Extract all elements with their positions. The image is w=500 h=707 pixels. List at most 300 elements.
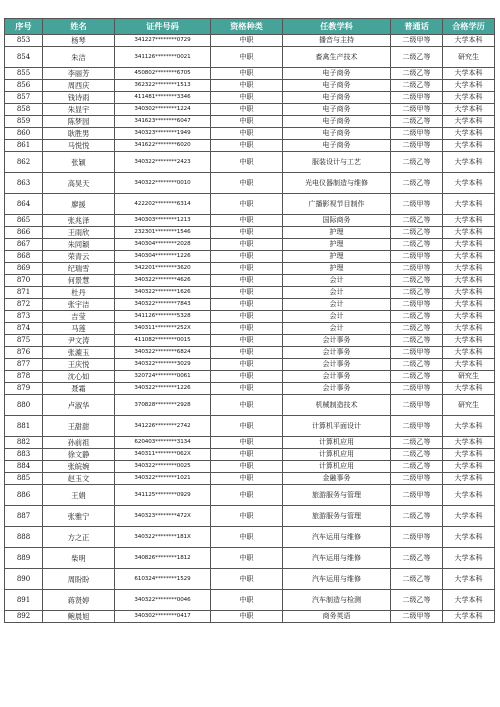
cell-mandarin-level: 二级乙等 bbox=[391, 359, 443, 371]
cell-id-number: 362322********1513 bbox=[115, 80, 211, 92]
cell-mandarin-level: 二级乙等 bbox=[391, 287, 443, 299]
cell-education: 大学本科 bbox=[443, 449, 495, 461]
cell-name: 周西庆 bbox=[43, 80, 115, 92]
cell-subject: 电子商务 bbox=[283, 140, 391, 152]
cell-subject: 护理 bbox=[283, 251, 391, 263]
cell-name: 高昊天 bbox=[43, 173, 115, 194]
cell-id-number: 340304********1226 bbox=[115, 251, 211, 263]
cell-name: 王娟 bbox=[43, 485, 115, 506]
cell-education: 大学本科 bbox=[443, 383, 495, 395]
table-row bbox=[5, 140, 495, 152]
cell-qualification-type: 中职 bbox=[211, 323, 283, 335]
cell-name: 鲍晨旭 bbox=[43, 611, 115, 623]
cell-name: 吉莹 bbox=[43, 311, 115, 323]
cell-education: 研究生 bbox=[443, 395, 495, 416]
cell-subject: 国际商务 bbox=[283, 215, 391, 227]
cell-qualification-type: 中职 bbox=[211, 485, 283, 506]
table-row bbox=[5, 485, 495, 506]
cell-mandarin-level: 二级乙等 bbox=[391, 461, 443, 473]
cell-education: 大学本科 bbox=[443, 347, 495, 359]
cell-name: 沈心如 bbox=[43, 371, 115, 383]
cell-subject: 汽车运用与维修 bbox=[283, 548, 391, 569]
table-row bbox=[5, 437, 495, 449]
header-mandarin-level: 普通话 bbox=[391, 19, 443, 35]
cell-id-number: 340304********2028 bbox=[115, 239, 211, 251]
cell-mandarin-level: 二级乙等 bbox=[391, 215, 443, 227]
table-row bbox=[5, 152, 495, 173]
qualification-list-sheet bbox=[4, 18, 494, 623]
cell-qualification-type: 中职 bbox=[211, 473, 283, 485]
cell-subject: 旅游服务与管理 bbox=[283, 506, 391, 527]
cell-serial: 877 bbox=[5, 359, 43, 371]
table-row bbox=[5, 461, 495, 473]
cell-id-number: 341622********6020 bbox=[115, 140, 211, 152]
cell-name: 廖援 bbox=[43, 194, 115, 215]
cell-serial: 859 bbox=[5, 116, 43, 128]
cell-serial: 889 bbox=[5, 548, 43, 569]
cell-id-number: 341226********2742 bbox=[115, 416, 211, 437]
cell-id-number: 340302********1224 bbox=[115, 104, 211, 116]
cell-education: 大学本科 bbox=[443, 335, 495, 347]
cell-name: 尹文涛 bbox=[43, 335, 115, 347]
cell-education: 大学本科 bbox=[443, 92, 495, 104]
cell-education: 大学本科 bbox=[443, 116, 495, 128]
cell-id-number: 610324********1529 bbox=[115, 569, 211, 590]
cell-subject: 电子商务 bbox=[283, 80, 391, 92]
cell-name: 荣青云 bbox=[43, 251, 115, 263]
cell-mandarin-level: 二级甲等 bbox=[391, 35, 443, 47]
cell-education: 大学本科 bbox=[443, 590, 495, 611]
cell-education: 大学本科 bbox=[443, 359, 495, 371]
cell-mandarin-level: 二级乙等 bbox=[391, 275, 443, 287]
cell-serial: 883 bbox=[5, 449, 43, 461]
cell-subject: 会计 bbox=[283, 275, 391, 287]
cell-name: 卢淑华 bbox=[43, 395, 115, 416]
cell-serial: 872 bbox=[5, 299, 43, 311]
cell-subject: 畜禽生产技术 bbox=[283, 47, 391, 68]
table-row bbox=[5, 287, 495, 299]
cell-name: 朱同颖 bbox=[43, 239, 115, 251]
cell-name: 纪瑞雪 bbox=[43, 263, 115, 275]
table-row bbox=[5, 173, 495, 194]
cell-id-number: 620403********3134 bbox=[115, 437, 211, 449]
cell-qualification-type: 中职 bbox=[211, 506, 283, 527]
cell-education: 大学本科 bbox=[443, 323, 495, 335]
cell-subject: 电子商务 bbox=[283, 68, 391, 80]
cell-id-number: 340322********1626 bbox=[115, 287, 211, 299]
cell-mandarin-level: 二级甲等 bbox=[391, 263, 443, 275]
cell-qualification-type: 中职 bbox=[211, 47, 283, 68]
table-row bbox=[5, 47, 495, 68]
table-row bbox=[5, 527, 495, 548]
cell-qualification-type: 中职 bbox=[211, 371, 283, 383]
cell-id-number: 341126********0021 bbox=[115, 47, 211, 68]
cell-serial: 874 bbox=[5, 323, 43, 335]
cell-name: 朱显宇 bbox=[43, 104, 115, 116]
cell-mandarin-level: 二级乙等 bbox=[391, 311, 443, 323]
cell-serial: 882 bbox=[5, 437, 43, 449]
cell-mandarin-level: 二级甲等 bbox=[391, 128, 443, 140]
cell-qualification-type: 中职 bbox=[211, 569, 283, 590]
cell-mandarin-level: 二级乙等 bbox=[391, 68, 443, 80]
cell-subject: 播音与主持 bbox=[283, 35, 391, 47]
cell-name: 张兆泽 bbox=[43, 215, 115, 227]
cell-name: 柴明 bbox=[43, 548, 115, 569]
cell-education: 大学本科 bbox=[443, 437, 495, 449]
cell-id-number: 340322********181X bbox=[115, 527, 211, 548]
cell-education: 大学本科 bbox=[443, 80, 495, 92]
cell-name: 方之正 bbox=[43, 527, 115, 548]
cell-subject: 会计 bbox=[283, 287, 391, 299]
cell-id-number: 340322********1226 bbox=[115, 383, 211, 395]
table-row bbox=[5, 473, 495, 485]
cell-name: 杨琴 bbox=[43, 35, 115, 47]
cell-subject: 会计事务 bbox=[283, 371, 391, 383]
cell-qualification-type: 中职 bbox=[211, 251, 283, 263]
cell-qualification-type: 中职 bbox=[211, 383, 283, 395]
cell-mandarin-level: 二级甲等 bbox=[391, 92, 443, 104]
table-row bbox=[5, 371, 495, 383]
cell-name: 周盼盼 bbox=[43, 569, 115, 590]
cell-qualification-type: 中职 bbox=[211, 35, 283, 47]
header-id-number: 证件号码 bbox=[115, 19, 211, 35]
table-row bbox=[5, 335, 495, 347]
cell-education: 大学本科 bbox=[443, 227, 495, 239]
cell-mandarin-level: 二级乙等 bbox=[391, 506, 443, 527]
cell-name: 聂霜 bbox=[43, 383, 115, 395]
cell-qualification-type: 中职 bbox=[211, 239, 283, 251]
cell-qualification-type: 中职 bbox=[211, 527, 283, 548]
cell-serial: 853 bbox=[5, 35, 43, 47]
cell-id-number: 450802********6705 bbox=[115, 68, 211, 80]
cell-serial: 878 bbox=[5, 371, 43, 383]
cell-subject: 会计 bbox=[283, 311, 391, 323]
cell-serial: 876 bbox=[5, 347, 43, 359]
table-row bbox=[5, 80, 495, 92]
table-row bbox=[5, 104, 495, 116]
cell-subject: 护理 bbox=[283, 239, 391, 251]
cell-qualification-type: 中职 bbox=[211, 287, 283, 299]
cell-subject: 会计事务 bbox=[283, 347, 391, 359]
cell-serial: 875 bbox=[5, 335, 43, 347]
cell-name: 杜丹 bbox=[43, 287, 115, 299]
cell-qualification-type: 中职 bbox=[211, 548, 283, 569]
cell-id-number: 340322********6824 bbox=[115, 347, 211, 359]
table-row bbox=[5, 116, 495, 128]
cell-mandarin-level: 二级乙等 bbox=[391, 569, 443, 590]
header-subject: 任教学科 bbox=[283, 19, 391, 35]
cell-education: 大学本科 bbox=[443, 35, 495, 47]
cell-id-number: 320724********0061 bbox=[115, 371, 211, 383]
cell-serial: 891 bbox=[5, 590, 43, 611]
cell-subject: 电子商务 bbox=[283, 116, 391, 128]
cell-mandarin-level: 二级乙等 bbox=[391, 323, 443, 335]
table-row bbox=[5, 416, 495, 437]
cell-serial: 869 bbox=[5, 263, 43, 275]
cell-subject: 光电仪器制造与维修 bbox=[283, 173, 391, 194]
cell-education: 大学本科 bbox=[443, 461, 495, 473]
cell-id-number: 340311********062X bbox=[115, 449, 211, 461]
table-row bbox=[5, 359, 495, 371]
table-row bbox=[5, 347, 495, 359]
table-row bbox=[5, 239, 495, 251]
cell-mandarin-level: 二级乙等 bbox=[391, 548, 443, 569]
table-row bbox=[5, 590, 495, 611]
table-row bbox=[5, 395, 495, 416]
cell-mandarin-level: 二级甲等 bbox=[391, 395, 443, 416]
cell-serial: 880 bbox=[5, 395, 43, 416]
cell-id-number: 340323********472X bbox=[115, 506, 211, 527]
cell-mandarin-level: 二级甲等 bbox=[391, 194, 443, 215]
cell-id-number: 340322********0025 bbox=[115, 461, 211, 473]
cell-education: 大学本科 bbox=[443, 140, 495, 152]
table-row bbox=[5, 383, 495, 395]
cell-qualification-type: 中职 bbox=[211, 590, 283, 611]
table-row bbox=[5, 263, 495, 275]
cell-serial: 890 bbox=[5, 569, 43, 590]
table-row bbox=[5, 569, 495, 590]
cell-mandarin-level: 二级甲等 bbox=[391, 485, 443, 506]
cell-name: 张雅宁 bbox=[43, 506, 115, 527]
cell-serial: 868 bbox=[5, 251, 43, 263]
cell-serial: 865 bbox=[5, 215, 43, 227]
cell-id-number: 341126********5328 bbox=[115, 311, 211, 323]
table-row bbox=[5, 323, 495, 335]
cell-id-number: 342201********3620 bbox=[115, 263, 211, 275]
cell-mandarin-level: 二级乙等 bbox=[391, 173, 443, 194]
cell-serial: 871 bbox=[5, 287, 43, 299]
cell-name: 王庆悦 bbox=[43, 359, 115, 371]
table-row bbox=[5, 611, 495, 623]
header-row bbox=[5, 19, 495, 35]
cell-serial: 873 bbox=[5, 311, 43, 323]
cell-qualification-type: 中职 bbox=[211, 461, 283, 473]
cell-serial: 855 bbox=[5, 68, 43, 80]
cell-serial: 892 bbox=[5, 611, 43, 623]
cell-education: 大学本科 bbox=[443, 194, 495, 215]
cell-education: 大学本科 bbox=[443, 128, 495, 140]
cell-name: 张宇洁 bbox=[43, 299, 115, 311]
cell-mandarin-level: 二级乙等 bbox=[391, 227, 443, 239]
cell-name: 徐文静 bbox=[43, 449, 115, 461]
cell-education: 大学本科 bbox=[443, 68, 495, 80]
cell-qualification-type: 中职 bbox=[211, 104, 283, 116]
cell-qualification-type: 中职 bbox=[211, 395, 283, 416]
cell-education: 大学本科 bbox=[443, 299, 495, 311]
header-qualification-type: 资格种类 bbox=[211, 19, 283, 35]
table-row bbox=[5, 35, 495, 47]
cell-qualification-type: 中职 bbox=[211, 227, 283, 239]
cell-serial: 858 bbox=[5, 104, 43, 116]
table-body bbox=[5, 35, 495, 623]
cell-mandarin-level: 二级甲等 bbox=[391, 104, 443, 116]
cell-id-number: 340323********1949 bbox=[115, 128, 211, 140]
cell-mandarin-level: 二级甲等 bbox=[391, 251, 443, 263]
cell-education: 大学本科 bbox=[443, 548, 495, 569]
cell-serial: 879 bbox=[5, 383, 43, 395]
cell-qualification-type: 中职 bbox=[211, 275, 283, 287]
cell-subject: 会计 bbox=[283, 299, 391, 311]
header-education: 合格学历 bbox=[443, 19, 495, 35]
cell-subject: 会计事务 bbox=[283, 383, 391, 395]
cell-name: 赵玉文 bbox=[43, 473, 115, 485]
cell-mandarin-level: 二级乙等 bbox=[391, 152, 443, 173]
cell-id-number: 411082********0015 bbox=[115, 335, 211, 347]
cell-subject: 汽车运用与维修 bbox=[283, 527, 391, 548]
cell-education: 大学本科 bbox=[443, 173, 495, 194]
cell-serial: 866 bbox=[5, 227, 43, 239]
header-serial: 序号 bbox=[5, 19, 43, 35]
table-row bbox=[5, 311, 495, 323]
cell-subject: 护理 bbox=[283, 227, 391, 239]
cell-subject: 会计 bbox=[283, 323, 391, 335]
cell-subject: 会计事务 bbox=[283, 359, 391, 371]
cell-id-number: 340322********7843 bbox=[115, 299, 211, 311]
cell-id-number: 340322********0046 bbox=[115, 590, 211, 611]
cell-serial: 884 bbox=[5, 461, 43, 473]
cell-subject: 电子商务 bbox=[283, 128, 391, 140]
table-row bbox=[5, 275, 495, 287]
table-row bbox=[5, 251, 495, 263]
cell-education: 大学本科 bbox=[443, 275, 495, 287]
teacher-qualification-table bbox=[4, 18, 495, 623]
cell-name: 孙前祖 bbox=[43, 437, 115, 449]
table-row bbox=[5, 68, 495, 80]
cell-education: 大学本科 bbox=[443, 527, 495, 548]
cell-mandarin-level: 二级乙等 bbox=[391, 449, 443, 461]
cell-mandarin-level: 二级甲等 bbox=[391, 299, 443, 311]
table-row bbox=[5, 506, 495, 527]
cell-education: 大学本科 bbox=[443, 239, 495, 251]
cell-education: 大学本科 bbox=[443, 263, 495, 275]
cell-name: 马悦悦 bbox=[43, 140, 115, 152]
cell-name: 耿胜男 bbox=[43, 128, 115, 140]
table-row bbox=[5, 449, 495, 461]
table-row bbox=[5, 128, 495, 140]
cell-education: 大学本科 bbox=[443, 287, 495, 299]
cell-name: 蒋贤婷 bbox=[43, 590, 115, 611]
cell-serial: 856 bbox=[5, 80, 43, 92]
cell-mandarin-level: 二级乙等 bbox=[391, 371, 443, 383]
cell-serial: 864 bbox=[5, 194, 43, 215]
cell-id-number: 340322********0010 bbox=[115, 173, 211, 194]
table-row bbox=[5, 215, 495, 227]
cell-subject: 电子商务 bbox=[283, 92, 391, 104]
cell-mandarin-level: 二级乙等 bbox=[391, 590, 443, 611]
table-row bbox=[5, 299, 495, 311]
cell-id-number: 340303********1213 bbox=[115, 215, 211, 227]
cell-education: 大学本科 bbox=[443, 473, 495, 485]
cell-qualification-type: 中职 bbox=[211, 347, 283, 359]
cell-id-number: 341125********0929 bbox=[115, 485, 211, 506]
cell-qualification-type: 中职 bbox=[211, 311, 283, 323]
cell-serial: 854 bbox=[5, 47, 43, 68]
cell-serial: 885 bbox=[5, 473, 43, 485]
cell-mandarin-level: 二级甲等 bbox=[391, 383, 443, 395]
cell-subject: 汽车运用与维修 bbox=[283, 569, 391, 590]
cell-education: 大学本科 bbox=[443, 569, 495, 590]
cell-name: 马莲 bbox=[43, 323, 115, 335]
cell-name: 王雨欣 bbox=[43, 227, 115, 239]
cell-qualification-type: 中职 bbox=[211, 335, 283, 347]
cell-subject: 计算机平面设计 bbox=[283, 416, 391, 437]
cell-name: 李丽芳 bbox=[43, 68, 115, 80]
cell-mandarin-level: 二级甲等 bbox=[391, 527, 443, 548]
cell-mandarin-level: 二级甲等 bbox=[391, 140, 443, 152]
cell-qualification-type: 中职 bbox=[211, 611, 283, 623]
cell-mandarin-level: 二级甲等 bbox=[391, 416, 443, 437]
cell-id-number: 340322********3029 bbox=[115, 359, 211, 371]
cell-name: 何景慧 bbox=[43, 275, 115, 287]
cell-id-number: 340322********2423 bbox=[115, 152, 211, 173]
cell-id-number: 370828********2928 bbox=[115, 395, 211, 416]
cell-name: 张皖婉 bbox=[43, 461, 115, 473]
cell-education: 大学本科 bbox=[443, 611, 495, 623]
cell-mandarin-level: 二级乙等 bbox=[391, 116, 443, 128]
cell-qualification-type: 中职 bbox=[211, 173, 283, 194]
cell-subject: 护理 bbox=[283, 263, 391, 275]
cell-subject: 计算机应用 bbox=[283, 449, 391, 461]
cell-subject: 广播影视节目制作 bbox=[283, 194, 391, 215]
cell-education: 研究生 bbox=[443, 47, 495, 68]
cell-subject: 电子商务 bbox=[283, 104, 391, 116]
cell-id-number: 422202********6314 bbox=[115, 194, 211, 215]
cell-subject: 服装设计与工艺 bbox=[283, 152, 391, 173]
cell-serial: 861 bbox=[5, 140, 43, 152]
cell-serial: 886 bbox=[5, 485, 43, 506]
cell-education: 大学本科 bbox=[443, 485, 495, 506]
cell-qualification-type: 中职 bbox=[211, 299, 283, 311]
cell-qualification-type: 中职 bbox=[211, 140, 283, 152]
cell-subject: 旅游服务与管理 bbox=[283, 485, 391, 506]
cell-serial: 870 bbox=[5, 275, 43, 287]
cell-subject: 金融事务 bbox=[283, 473, 391, 485]
cell-qualification-type: 中职 bbox=[211, 80, 283, 92]
cell-id-number: 341227********0729 bbox=[115, 35, 211, 47]
cell-subject: 商务英语 bbox=[283, 611, 391, 623]
cell-name: 朱洁 bbox=[43, 47, 115, 68]
table-row bbox=[5, 92, 495, 104]
cell-education: 大学本科 bbox=[443, 416, 495, 437]
header-name: 姓名 bbox=[43, 19, 115, 35]
cell-id-number: 411481********3346 bbox=[115, 92, 211, 104]
cell-serial: 881 bbox=[5, 416, 43, 437]
table-row bbox=[5, 194, 495, 215]
cell-id-number: 341623********6047 bbox=[115, 116, 211, 128]
cell-subject: 计算机应用 bbox=[283, 437, 391, 449]
cell-qualification-type: 中职 bbox=[211, 128, 283, 140]
cell-mandarin-level: 二级乙等 bbox=[391, 437, 443, 449]
cell-serial: 860 bbox=[5, 128, 43, 140]
cell-education: 大学本科 bbox=[443, 251, 495, 263]
cell-education: 大学本科 bbox=[443, 152, 495, 173]
cell-mandarin-level: 二级乙等 bbox=[391, 80, 443, 92]
cell-education: 大学本科 bbox=[443, 104, 495, 116]
cell-education: 大学本科 bbox=[443, 215, 495, 227]
cell-qualification-type: 中职 bbox=[211, 449, 283, 461]
cell-qualification-type: 中职 bbox=[211, 263, 283, 275]
cell-id-number: 340311********252X bbox=[115, 323, 211, 335]
cell-name: 陈梦园 bbox=[43, 116, 115, 128]
cell-subject: 计算机应用 bbox=[283, 461, 391, 473]
cell-mandarin-level: 二级乙等 bbox=[391, 239, 443, 251]
cell-mandarin-level: 二级甲等 bbox=[391, 347, 443, 359]
cell-qualification-type: 中职 bbox=[211, 116, 283, 128]
cell-qualification-type: 中职 bbox=[211, 416, 283, 437]
cell-id-number: 340302********0417 bbox=[115, 611, 211, 623]
cell-mandarin-level: 二级乙等 bbox=[391, 335, 443, 347]
cell-subject: 会计事务 bbox=[283, 335, 391, 347]
